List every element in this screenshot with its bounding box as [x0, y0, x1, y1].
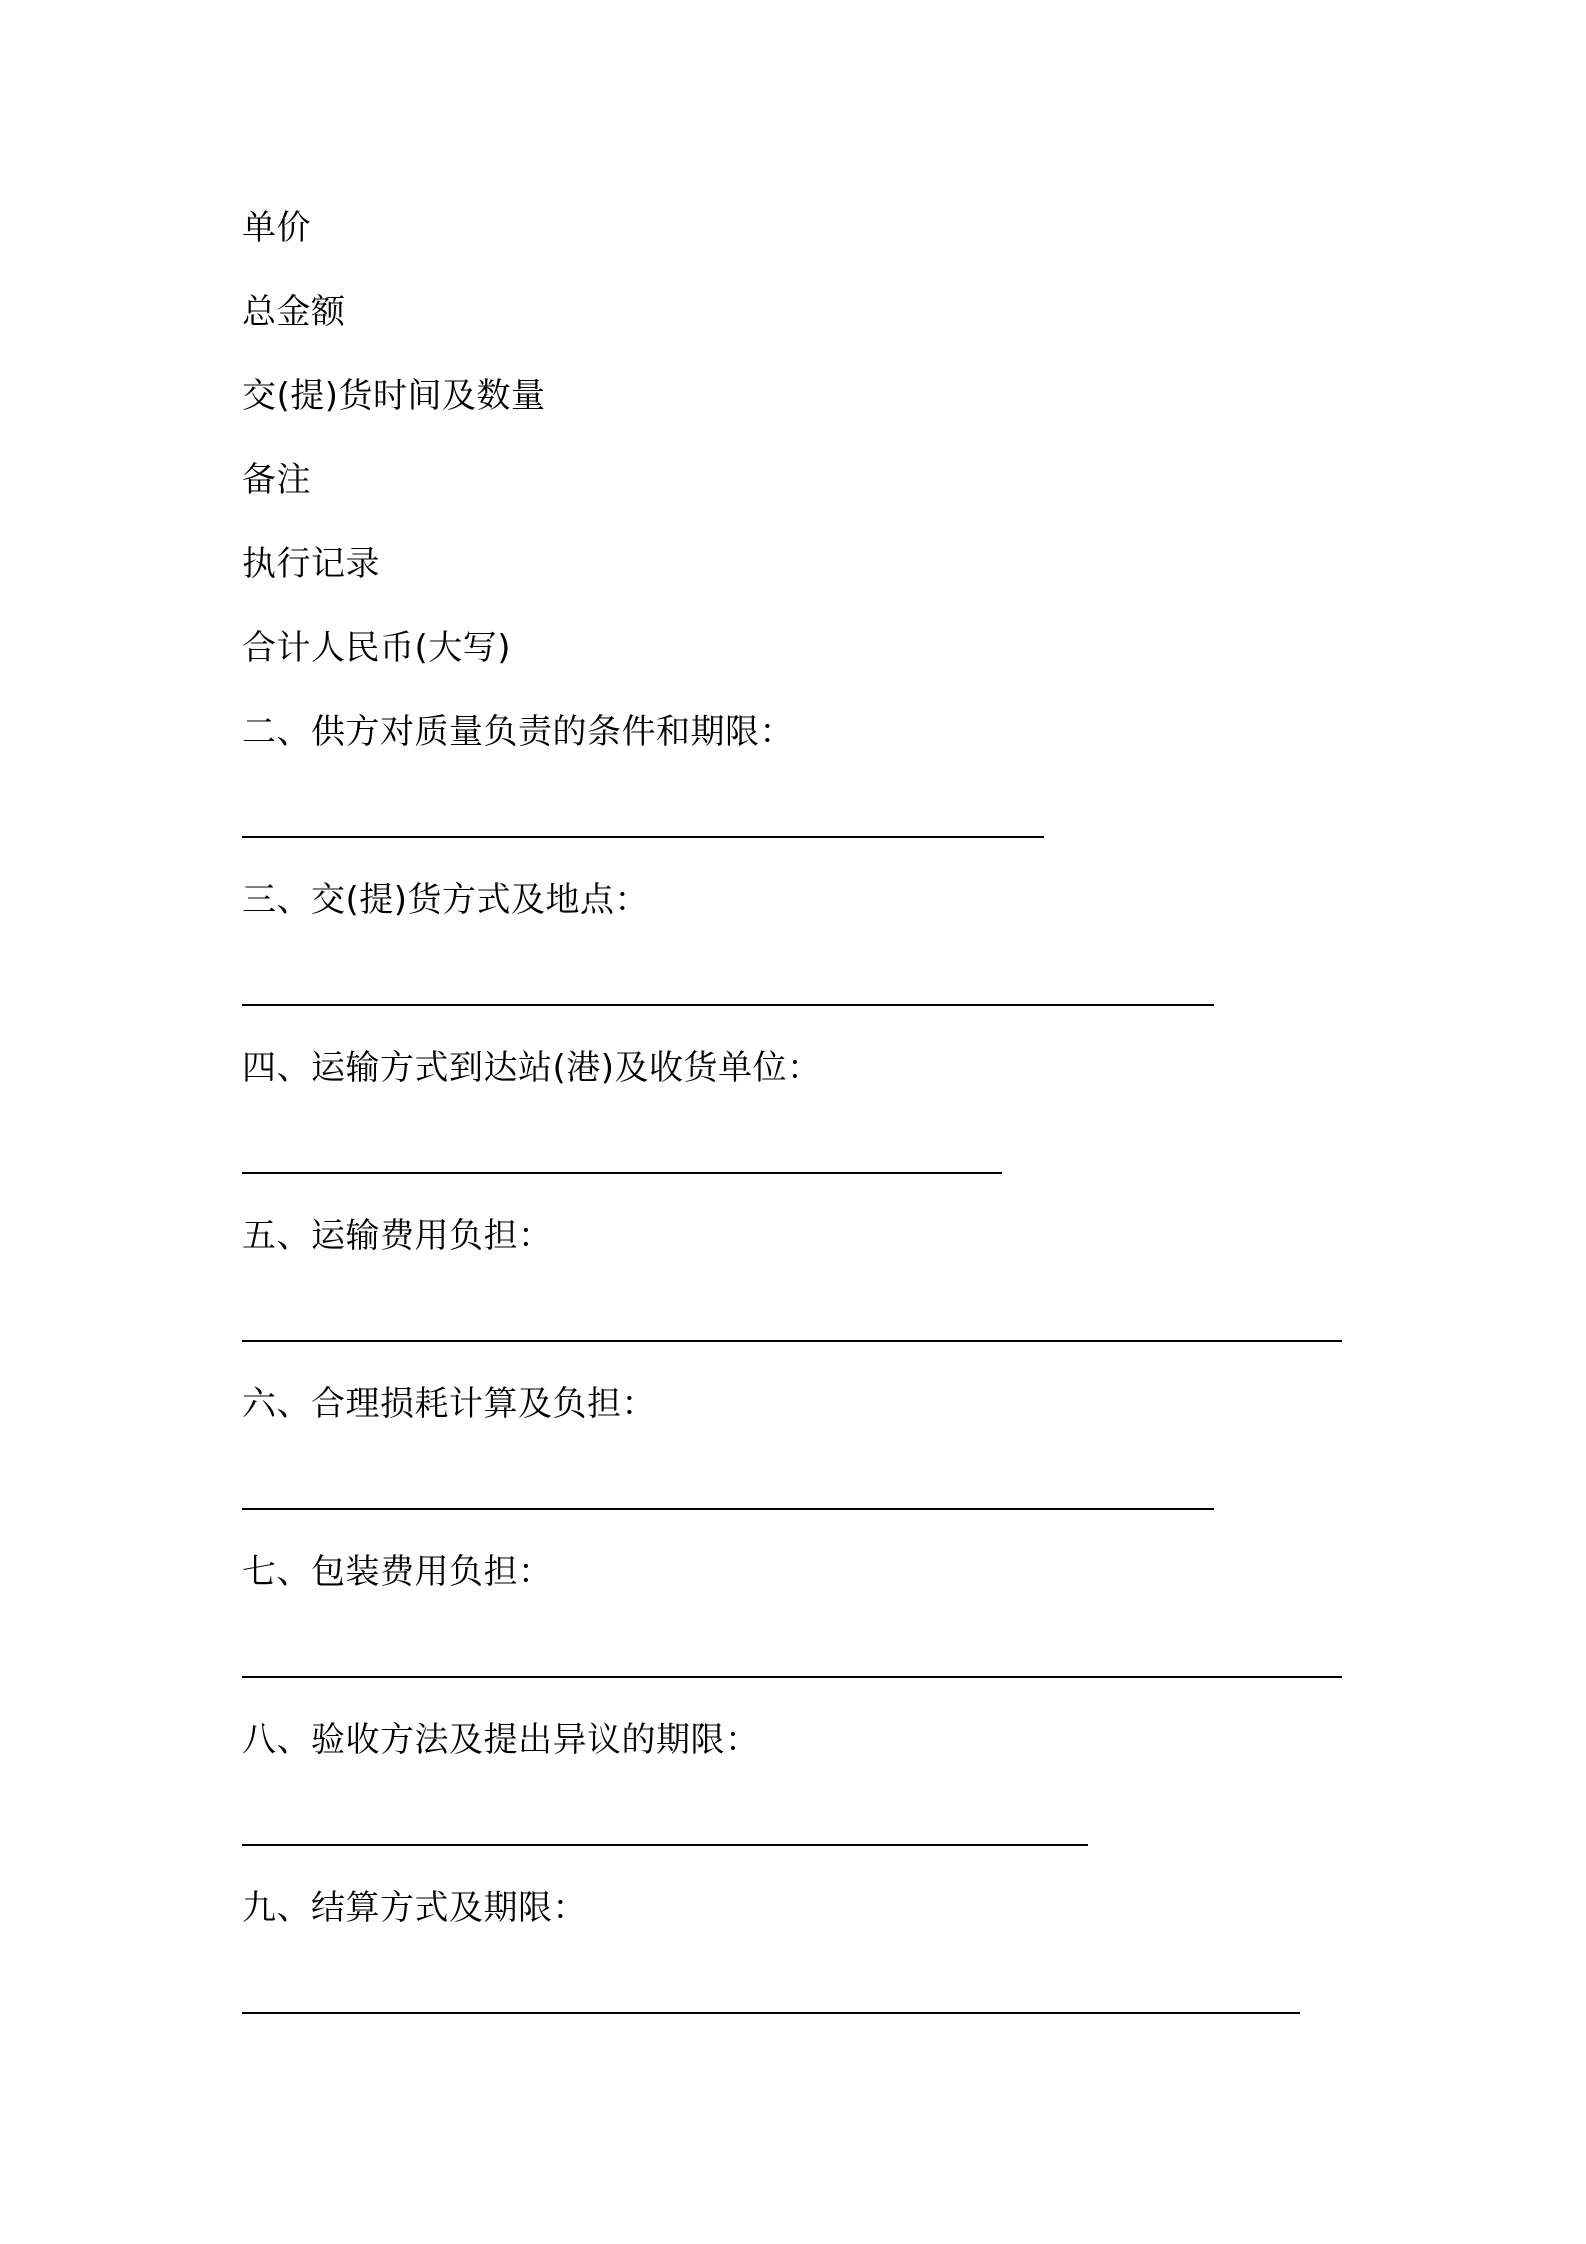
clause-2-fill-line[interactable] — [242, 836, 1044, 838]
field-total-amount: 总金额 — [242, 292, 346, 332]
clause-3-fill-line[interactable] — [242, 1004, 1214, 1006]
field-unit-price: 单价 — [242, 208, 311, 248]
field-total-rmb-uppercase: 合计人民币(大写) — [242, 628, 512, 668]
clause-9-fill-line[interactable] — [242, 2012, 1300, 2014]
clause-8-fill-line[interactable] — [242, 1844, 1088, 1846]
clause-2-heading: 二、供方对质量负责的条件和期限： — [242, 712, 794, 752]
clause-5-fill-line[interactable] — [242, 1340, 1342, 1342]
clause-8-heading: 八、验收方法及提出异议的期限： — [242, 1720, 760, 1760]
clause-4-heading: 四、运输方式到达站(港)及收货单位： — [242, 1048, 822, 1088]
clause-7-fill-line[interactable] — [242, 1676, 1342, 1678]
clause-6-heading: 六、合理损耗计算及负担： — [242, 1384, 656, 1424]
clause-5-heading: 五、运输费用负担： — [242, 1216, 553, 1256]
clause-6-fill-line[interactable] — [242, 1508, 1214, 1510]
field-execution-record: 执行记录 — [242, 544, 380, 584]
field-delivery-time-quantity: 交(提)货时间及数量 — [242, 376, 546, 416]
field-remarks: 备注 — [242, 460, 311, 500]
clause-9-heading: 九、结算方式及期限： — [242, 1888, 587, 1928]
clause-4-fill-line[interactable] — [242, 1172, 1002, 1174]
clause-3-heading: 三、交(提)货方式及地点： — [242, 880, 650, 920]
clause-7-heading: 七、包装费用负担： — [242, 1552, 553, 1592]
